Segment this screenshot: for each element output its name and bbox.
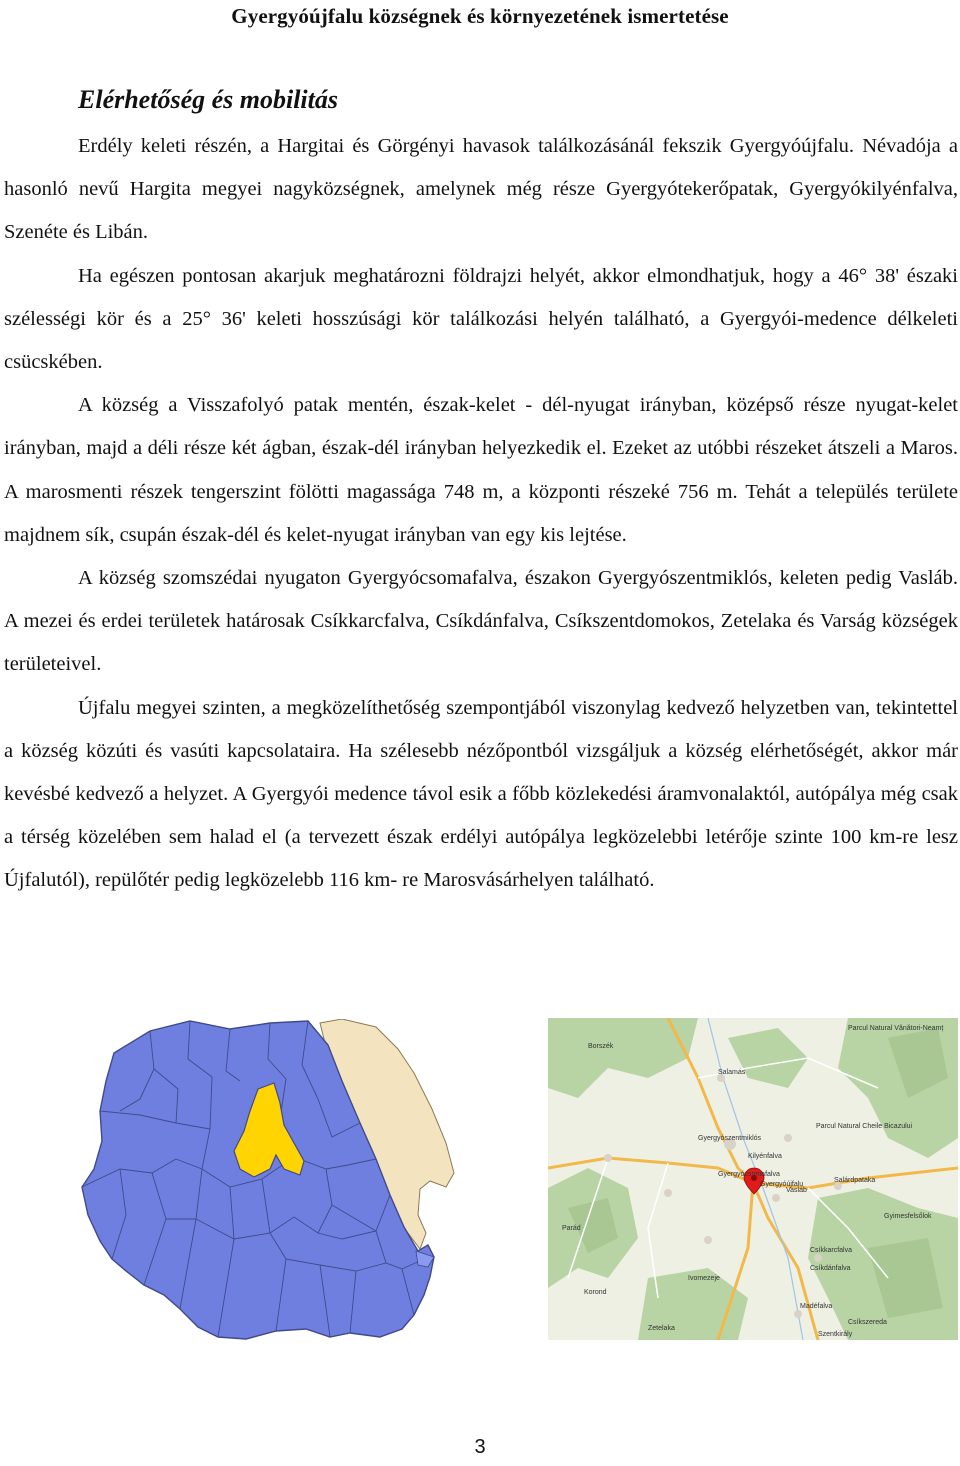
paragraph-location: Erdély keleti részén, a Hargitai és Görgényi havasok találkozásánál fekszik Gyergyóújfalu. Névadója a hasonló nevű Hargita megyei nagyközségnek, amelynek még része Gyergyótekerőpatak, Gyergyókilyénfalva, Szenéte és Libán.: [4, 135, 958, 244]
label-borszek: Borszék: [588, 1043, 614, 1050]
paragraph-accessibility: Újfalu megyei szinten, a megközelíthetőség szempontjából viszonylag kedvező helyzetben van, tekintettel a község közúti és vasúti kapcsolataira. Ha szélesebb nézőpontból vizsgáljuk a község elérhetőségét, akkor már kevésbé kedvező a helyzet. A Gyergyói medence távol esik a főbb közlekedési áramvonalaktól, autópálya még csak a térség közelében sem halad el (a tervezett észak erdélyi autópálya legközelebbi letérője szinte 100 km-re lesz Újfalutól), repülőtér pedig legközelebb 116 km- re Marosvásárhelyen található.: [4, 696, 958, 892]
paragraph-neighbors: A község szomszédai nyugaton Gyergyócsomafalva, északon Gyergyószentmiklós, keleten pedig Vasláb. A mezei és erdei területek határosak Csíkkarcfalva, Csíkdánfalva, Csíkszentdomokos, Zetelaka és Varság községek területeivel.: [4, 567, 958, 676]
label-gyergyocsomafalva: Gyergyócsomafalva: [718, 1171, 780, 1178]
label-madefalva: Madéfalva: [800, 1303, 833, 1310]
label-vaslab: Vasláb: [786, 1187, 807, 1194]
paragraph-coordinates: Ha egészen pontosan akarjuk meghatározni földrajzi helyét, akkor elmondhatjuk, hogy a 46° 38' északi szélességi kör és a 25° 36' keleti hosszúsági kör találkozási helyén található, a Gyergyói-medence délkeleti csücskében.: [4, 264, 958, 374]
page-header: Gyergyóújfalu községnek és környezetének ismertetése: [231, 4, 729, 28]
label-salardpataka: Salárdpataka: [834, 1177, 876, 1184]
label-cheile-bicazului: Parcul Natural Cheile Bicazului: [816, 1123, 913, 1130]
regional-road-map: [548, 1018, 958, 1340]
section-title: Elérhetőség és mobilitás: [78, 85, 338, 114]
label-ivomezeje: Ivomezeje: [688, 1275, 720, 1282]
label-szentkiraly: Szentkirály: [818, 1331, 853, 1338]
label-csikdanfalva: Csíkdánfalva: [810, 1265, 851, 1272]
label-kilyenfalva: Kilyénfalva: [748, 1153, 782, 1160]
label-korond: Korond: [584, 1289, 607, 1296]
paragraph-layout: A község a Visszafolyó patak mentén, észak-kelet - dél-nyugat irányban, középső része nyugat-kelet irányban, majd a déli része két ágban, észak-dél irányban helyezkedik el. Ezeket az utóbbi részeket átszeli a Maros. A marosmenti részek tengerszint fölötti magassága 748 m, a központi részeké 756 m. Tehát a település területe majdnem sík, csupán észak-dél és kelet-nyugat irányban van egy kis lejtése.: [4, 394, 958, 546]
label-zetelaka: Zetelaka: [648, 1325, 675, 1332]
label-csikkarcfalva: Csíkkarcfalva: [810, 1247, 853, 1254]
label-gyergyoujfalu: Gyergyóújfalu: [760, 1181, 804, 1188]
body-text: [4, 125, 958, 903]
label-parad: Parád: [562, 1225, 581, 1232]
label-gyimesfelsolok: Gyimesfelsőlok: [884, 1213, 932, 1220]
label-csikszereda: Csíkszereda: [848, 1319, 887, 1326]
label-vanatori-neamt: Parcul Natural Vânători-Neamț: [848, 1025, 944, 1032]
page-number: 3: [474, 1436, 486, 1458]
romania-county-map: [80, 1019, 485, 1344]
label-salamas: Salamás: [718, 1069, 746, 1076]
label-gyergyoszentmiklos: Gyergyószentmiklós: [698, 1135, 762, 1142]
